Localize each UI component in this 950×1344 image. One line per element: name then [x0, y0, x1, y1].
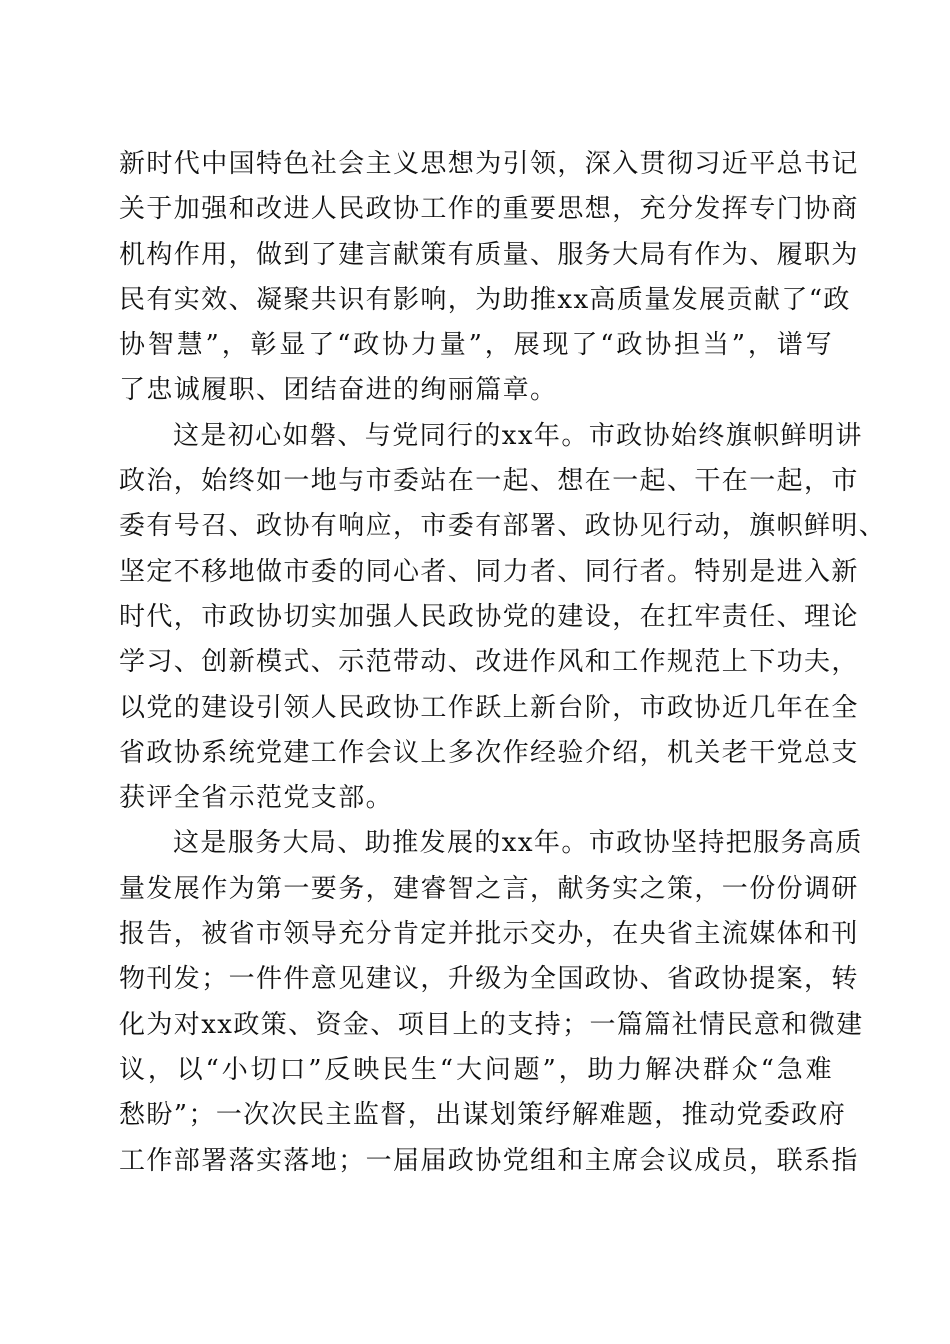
text-line: 获评全省示范党支部。 [119, 783, 394, 814]
text-line: 量发展作为第一要务，建睿智之言，献务实之策，一份份调研 [119, 873, 859, 904]
text-line: 这是初心如磐、与党同行的xx年。市政协始终旗帜鲜明讲 [173, 420, 863, 451]
text-line: 民有实效、凝聚共识有影响，为助推xx高质量发展贡献了“政 [119, 284, 851, 315]
text-line: 政治，始终如一地与市委站在一起、想在一起、干在一起，市 [119, 466, 859, 497]
text-line: 愁盼”；一次次民主监督，出谋划策纾解难题，推动党委政府 [119, 1100, 847, 1131]
text-line: 时代，市政协切实加强人民政协党的建设，在扛牢责任、理论 [119, 601, 859, 632]
text-line: 学习、创新模式、示范带动、改进作风和工作规范上下功夫， [119, 647, 859, 678]
text-line: 以党的建设引领人民政协工作跃上新台阶，市政协近几年在全 [119, 692, 859, 723]
text-line: 新时代中国特色社会主义思想为引领，深入贯彻习近平总书记 [119, 149, 859, 179]
body-text [119, 142, 887, 1184]
paragraph-2 [119, 414, 887, 822]
text-line: 坚定不移地做市委的同心者、同力者、同行者。特别是进入新 [119, 556, 859, 587]
paragraph-3 [119, 821, 864, 1183]
text-line: 关于加强和改进人民政协工作的重要思想，充分发挥专门协商 [119, 194, 859, 225]
text-line: 委有号召、政协有响应，市委有部署、政协见行动，旗帜鲜明、 [119, 511, 887, 542]
text-line: 议，以“小切口”反映民生“大问题”，助力解决群众“急难 [119, 1054, 833, 1085]
text-line: 这是服务大局、助推发展的xx年。市政协坚持把服务高质 [173, 828, 863, 859]
paragraph-1 [119, 142, 859, 414]
text-line: 报告，被省市领导充分肯定并批示交办，在央省主流媒体和刊 [119, 919, 859, 950]
text-line: 机构作用，做到了建言献策有质量、服务大局有作为、履职为 [119, 239, 859, 270]
text-line: 工作部署落实落地；一届届政协党组和主席会议成员，联系指 [119, 1145, 859, 1176]
text-line: 省政协系统党建工作会议上多次作经验介绍，机关老干党总支 [119, 737, 859, 768]
text-line: 化为对xx政策、资金、项目上的支持；一篇篇社情民意和微建 [119, 1009, 864, 1040]
text-line: 物刊发；一件件意见建议，升级为全国政协、省政协提案，转 [119, 964, 859, 995]
text-line: 了忠诚履职、团结奋进的绚丽篇章。 [119, 375, 558, 406]
text-line: 协智慧”，彰显了“政协力量”，展现了“政协担当”，谱写 [119, 330, 833, 361]
